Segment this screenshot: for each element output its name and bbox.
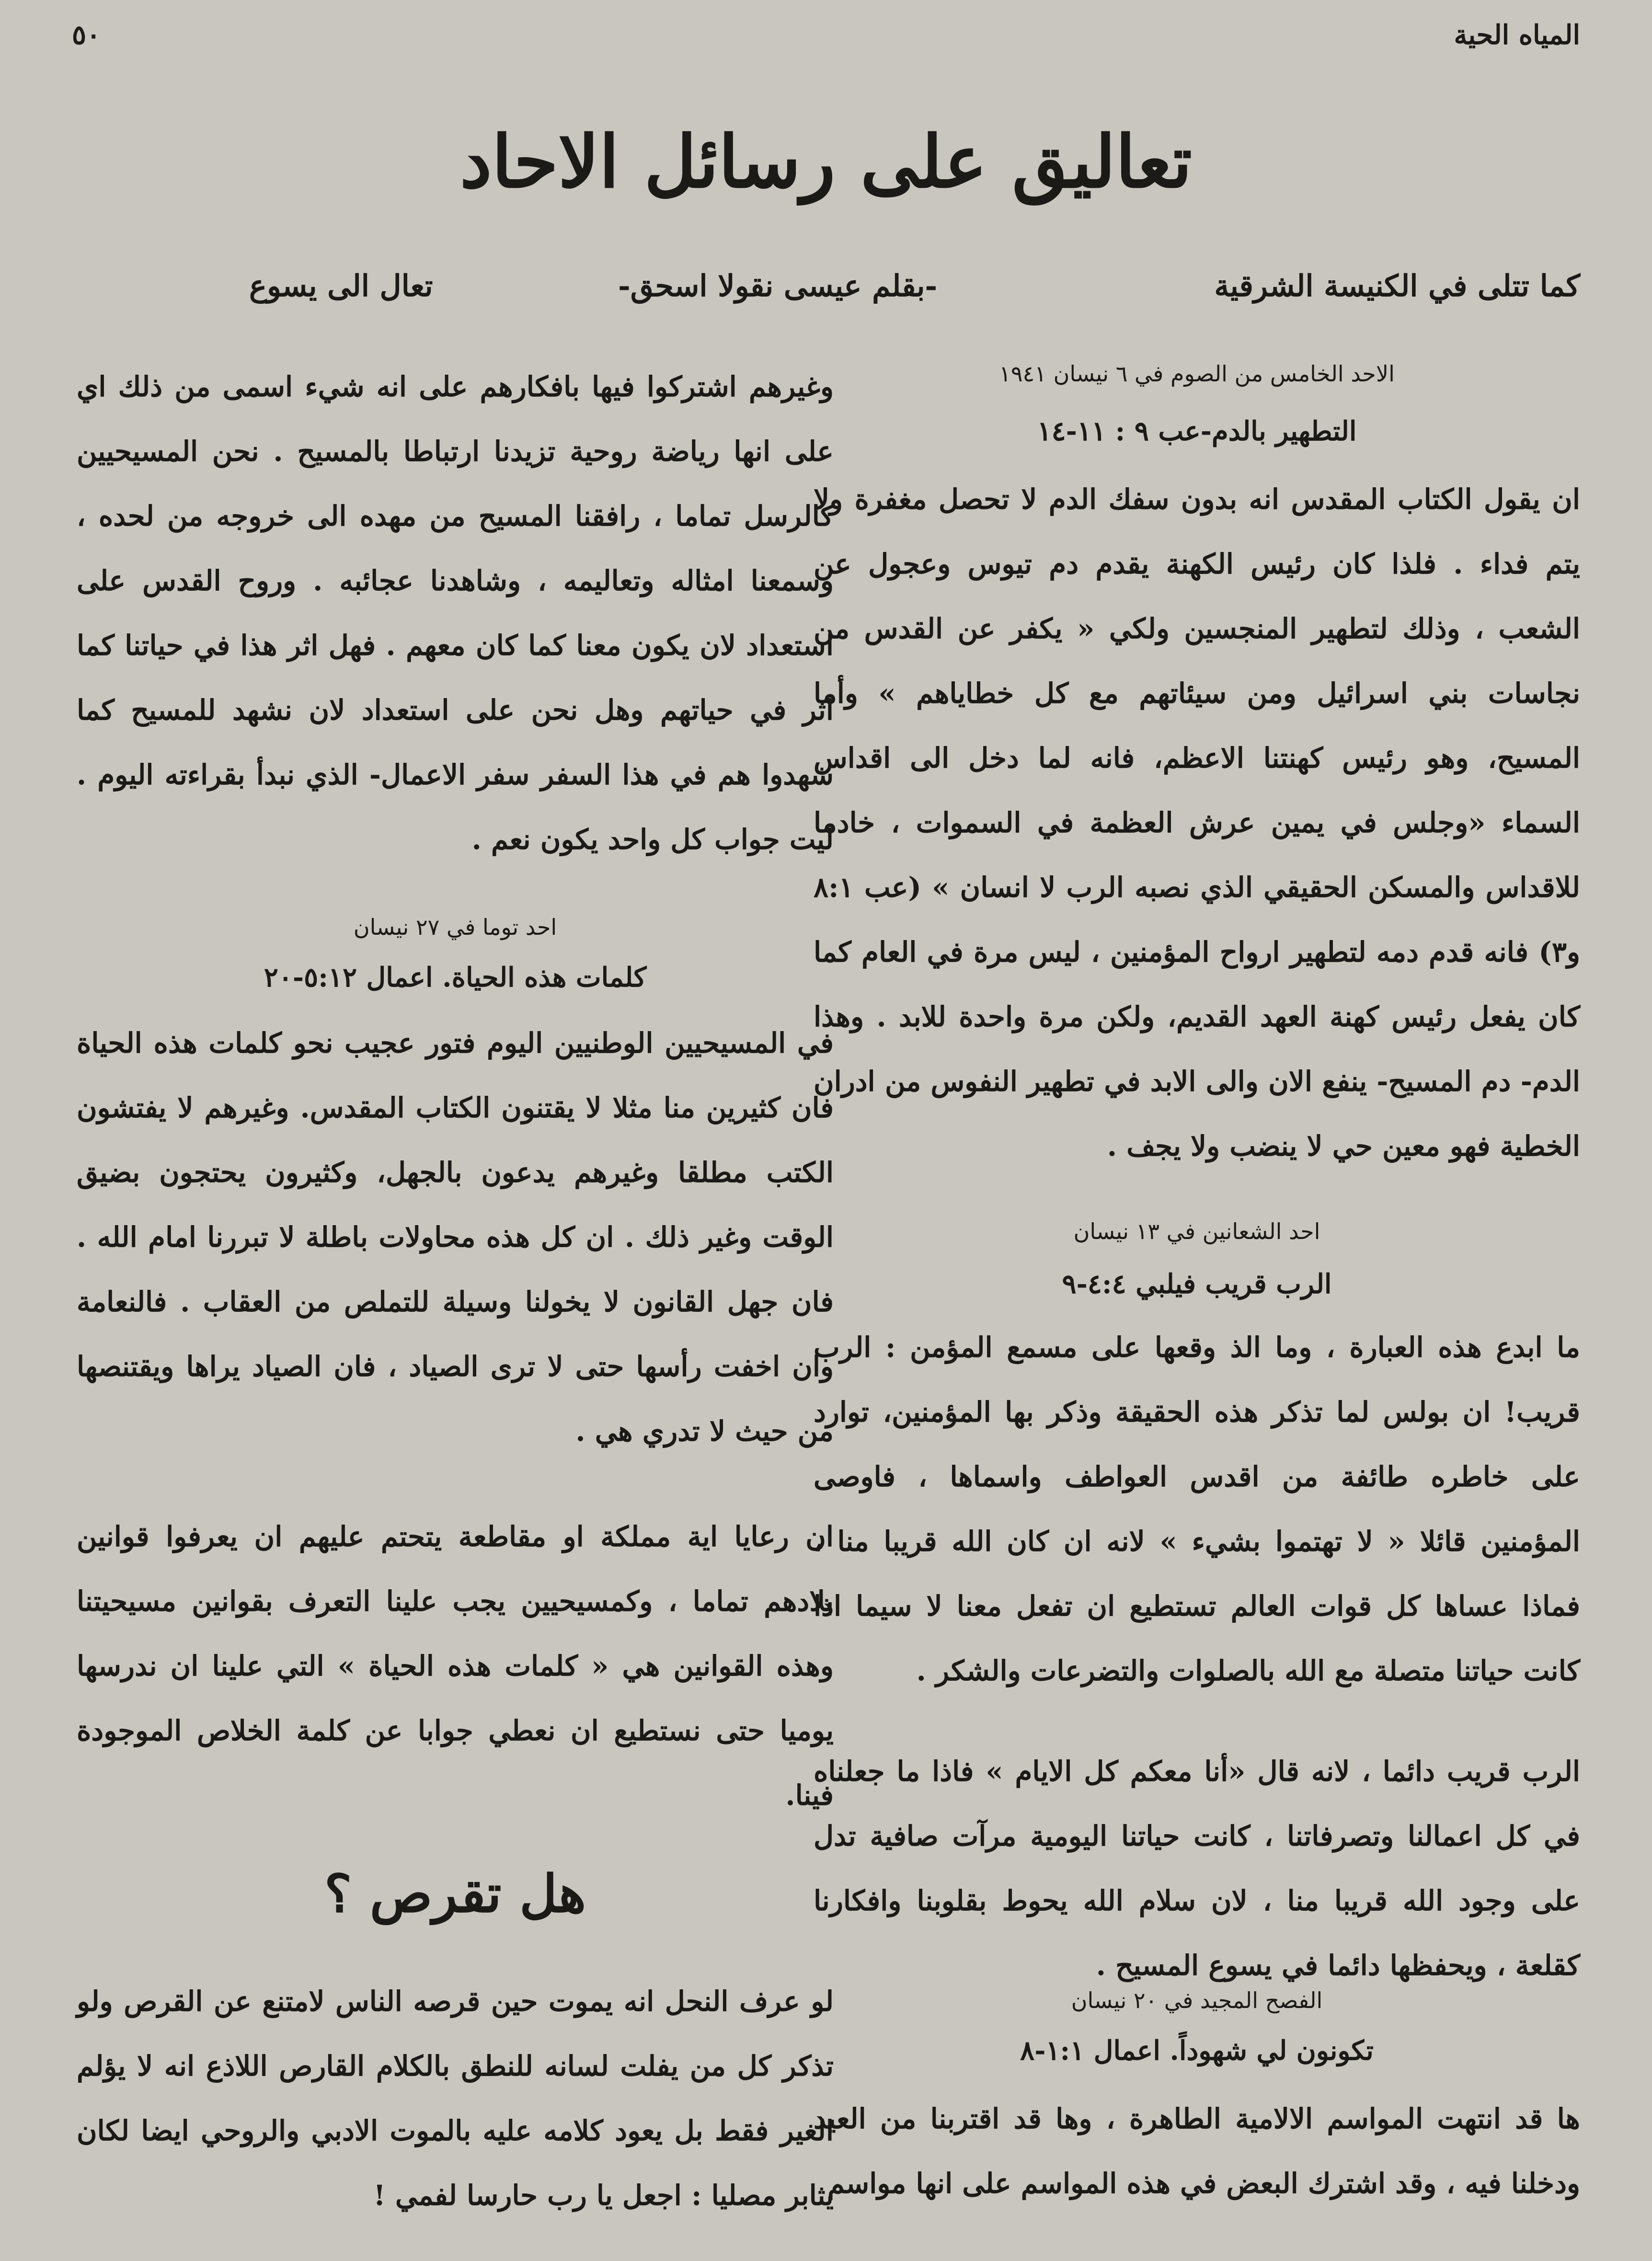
date-line: احد الشعانين في ١٣ نيسان (1073, 1218, 1320, 1244)
journal-name: المياه الحية (1454, 19, 1580, 51)
paragraph-text: الرب قريب دائما ، لانه قال «أنا معكم كل الايام » فاذا ما جعلناه في كل اعمالنا وتصرفاتنا ، كانت حياتنا اليومية مرآت صافية تدل على وجود الله قريبا منا ، لان سلام الله يحوط بقلوبنا وافكارنا كقلعة ، ويحفظها دائما في يسوع المسيح . (814, 1755, 1581, 1982)
section-date (814, 1984, 1580, 2017)
section-date (77, 910, 834, 944)
section-heading (814, 1265, 1580, 1303)
byline: -بقلم عيسى نقولا اسحق- (618, 268, 938, 303)
date-line: الفصح المجيد في ٢٠ نيسان (1071, 1987, 1323, 2013)
paragraph-text: ها قد انتهت المواسم الالامية الطاهرة ، وها قد اقتربنا من العيد ودخلنا فيه ، وقد اشترك البعض في هذه المواسم على انها مواسم (814, 2102, 1580, 2200)
heading-line: تكونون لي شهوداً. اعمال ١:١-٨ (1020, 2035, 1374, 2066)
paragraph-words-of-life (77, 1011, 834, 1500)
heading-line: الرب قريب فيلبي ٤:٤-٩ (1062, 1268, 1332, 1300)
page-number: ٥٠ (72, 19, 101, 51)
paragraph-do-you-sting (77, 1969, 834, 2238)
section-date (814, 357, 1580, 390)
section-heading (814, 412, 1580, 450)
article-title: تعاليق على رسائل الاحاد (459, 120, 1193, 204)
box-heading: هل تقرص ؟ (324, 1864, 586, 1924)
section-heading (814, 2031, 1580, 2070)
heading-line: التطهير بالدم-عب ٩ : ١١-١٤ (1037, 415, 1357, 447)
paragraph-lord-near (814, 1315, 1580, 1737)
paragraph-purification (814, 467, 1580, 1200)
paragraph-continuation (77, 355, 834, 877)
paragraph-text: لو عرف النحل انه يموت حين قرصه الناس لامتنع عن القرص ولو تذكر كل من يفلت لسانه للنطق بالكلام القارص اللاذع انه لا يؤلم الغير فقط بل يعود كلامه عليه بالموت الادبي والروحي ايضا لكان يثابر مصليا : اجعل يا رب حارسا لفمي ! (77, 1985, 834, 2212)
paragraph-text: ان يقول الكتاب المقدس انه بدون سفك الدم لا تحصل مغفرة ولا يتم فداء . فلذا كان رئيس الكهنة يقدم دم تيوس وعجول عن الشعب ، وذلك لتطهير المنجسين ولكي « يكفر عن القدس من نجاسات بني اسرائيل ومن سيئاتهم مع كل خطاياهم » وأما المسيح، وهو رئيس كهنتنا الاعظم، فانه لما دخل الى اقداس السماء «وجلس في يمين عرش العظمة في السموات ، خادما للاقداس والمسكن الحقيقي الذي نصبه الرب لا انسان » (عب ٨:١ و٣) فانه قدم دمه لتطهير ارواح المؤمنين ، ليس مرة في العام كما كان يفعل رئيس كهنة العهد القديم، ولكن مرة واحدة للابد . وهذا الدم- دم المسيح- ينفع الان والى الابد في تطهير النفوس من ادران الخطية فهو معين حي لا ينضب ولا يجف . (814, 483, 1580, 1162)
date-line: الاحد الخامس من الصوم في ٦ نيسان ١٩٤١ (999, 361, 1395, 387)
paragraph-laws (77, 1504, 834, 1812)
paragraph-lord-near-2 (814, 1739, 1581, 1982)
date-line: احد توما في ٢٧ نيسان (353, 914, 557, 940)
paragraph-text: ما ابدع هذه العبارة ، وما الذ وقعها على مسمع المؤمن : الرب قريب! ان بولس لما تذكر هذه الحقيقة وذكر بها المؤمنين، توارد على خاطره طائفة من اقدس العواطف واسماها ، فاوصى المؤمنين قائلا « لا تهتموا بشيء » لانه ان كان الله قريبا منا ، فماذا عساها كل قوات العالم تستطيع ان تفعل معنا لا سيما اذا كانت حياتنا متصلة مع الله بالصلوات والتضرعات والشكر . (814, 1331, 1580, 1687)
section-date (814, 1215, 1580, 1248)
paragraph-witnesses (814, 2087, 1580, 2216)
heading-line: كلمات هذه الحياة. اعمال ٥:١٢-٢٠ (264, 962, 647, 993)
subtitle-come-to-jesus: تعال الى يسوع (249, 268, 433, 303)
paragraph-text: ان رعايا اية مملكة او مقاطعة يتحتم عليهم ان يعرفوا قوانين بلادهم تماما ، وكمسيحيين يجب علينا التعرف بقوانين مسيحيتنا وهذه القوانين هي « كلمات هذه الحياة » التي علينا ان ندرسها يوميا حتى نستطيع ان نعطي جوابا عن كلمة الخلاص الموجودة فينا. (77, 1520, 834, 1812)
subtitle-eastern-church: كما تتلى في الكنيسة الشرقية (1214, 268, 1580, 303)
paragraph-text: في المسيحيين الوطنيين اليوم فتور عجيب نحو كلمات هذه الحياة فان كثيرين منا مثلا لا يقتنون الكتاب المقدس. وغيرهم لا يفتشون الكتب مطلقا وغيرهم يدعون بالجهل، وكثيرون يحتجون بضيق الوقت وغير ذلك . ان كل هذه محاولات باطلة لا تبررنا امام الله . فان جهل القانون لا يخولنا وسيلة للتملص من العقاب . فالنعامة وان اخفت رأسها حتى لا ترى الصياد ، فان الصياد يراها ويقتنصها من حيث لا تدري هي . (77, 1027, 834, 1447)
paragraph-text: وغيرهم اشتركوا فيها بافكارهم على انه شيء اسمى من ذلك اي على انها رياضة روحية تزيدنا ارتباطا بالمسيح . نحن المسيحيين كالرسل تماما ، رافقنا المسيح من مهده الى خروجه من لحده ، وسمعنا امثاله وتعاليمه ، وشاهدنا عجائبه . وروح القدس على استعداد لان يكون معنا كما كان معهم . فهل اثر هذا في حياتنا كما اثر في حياتهم وهل نحن على استعداد لان نشهد للمسيح كما شهدوا هم في هذا السفر سفر الاعمال- الذي نبدأ بقراءته اليوم . ليت جواب كل واحد يكون نعم . (77, 370, 834, 856)
section-heading (77, 958, 834, 997)
